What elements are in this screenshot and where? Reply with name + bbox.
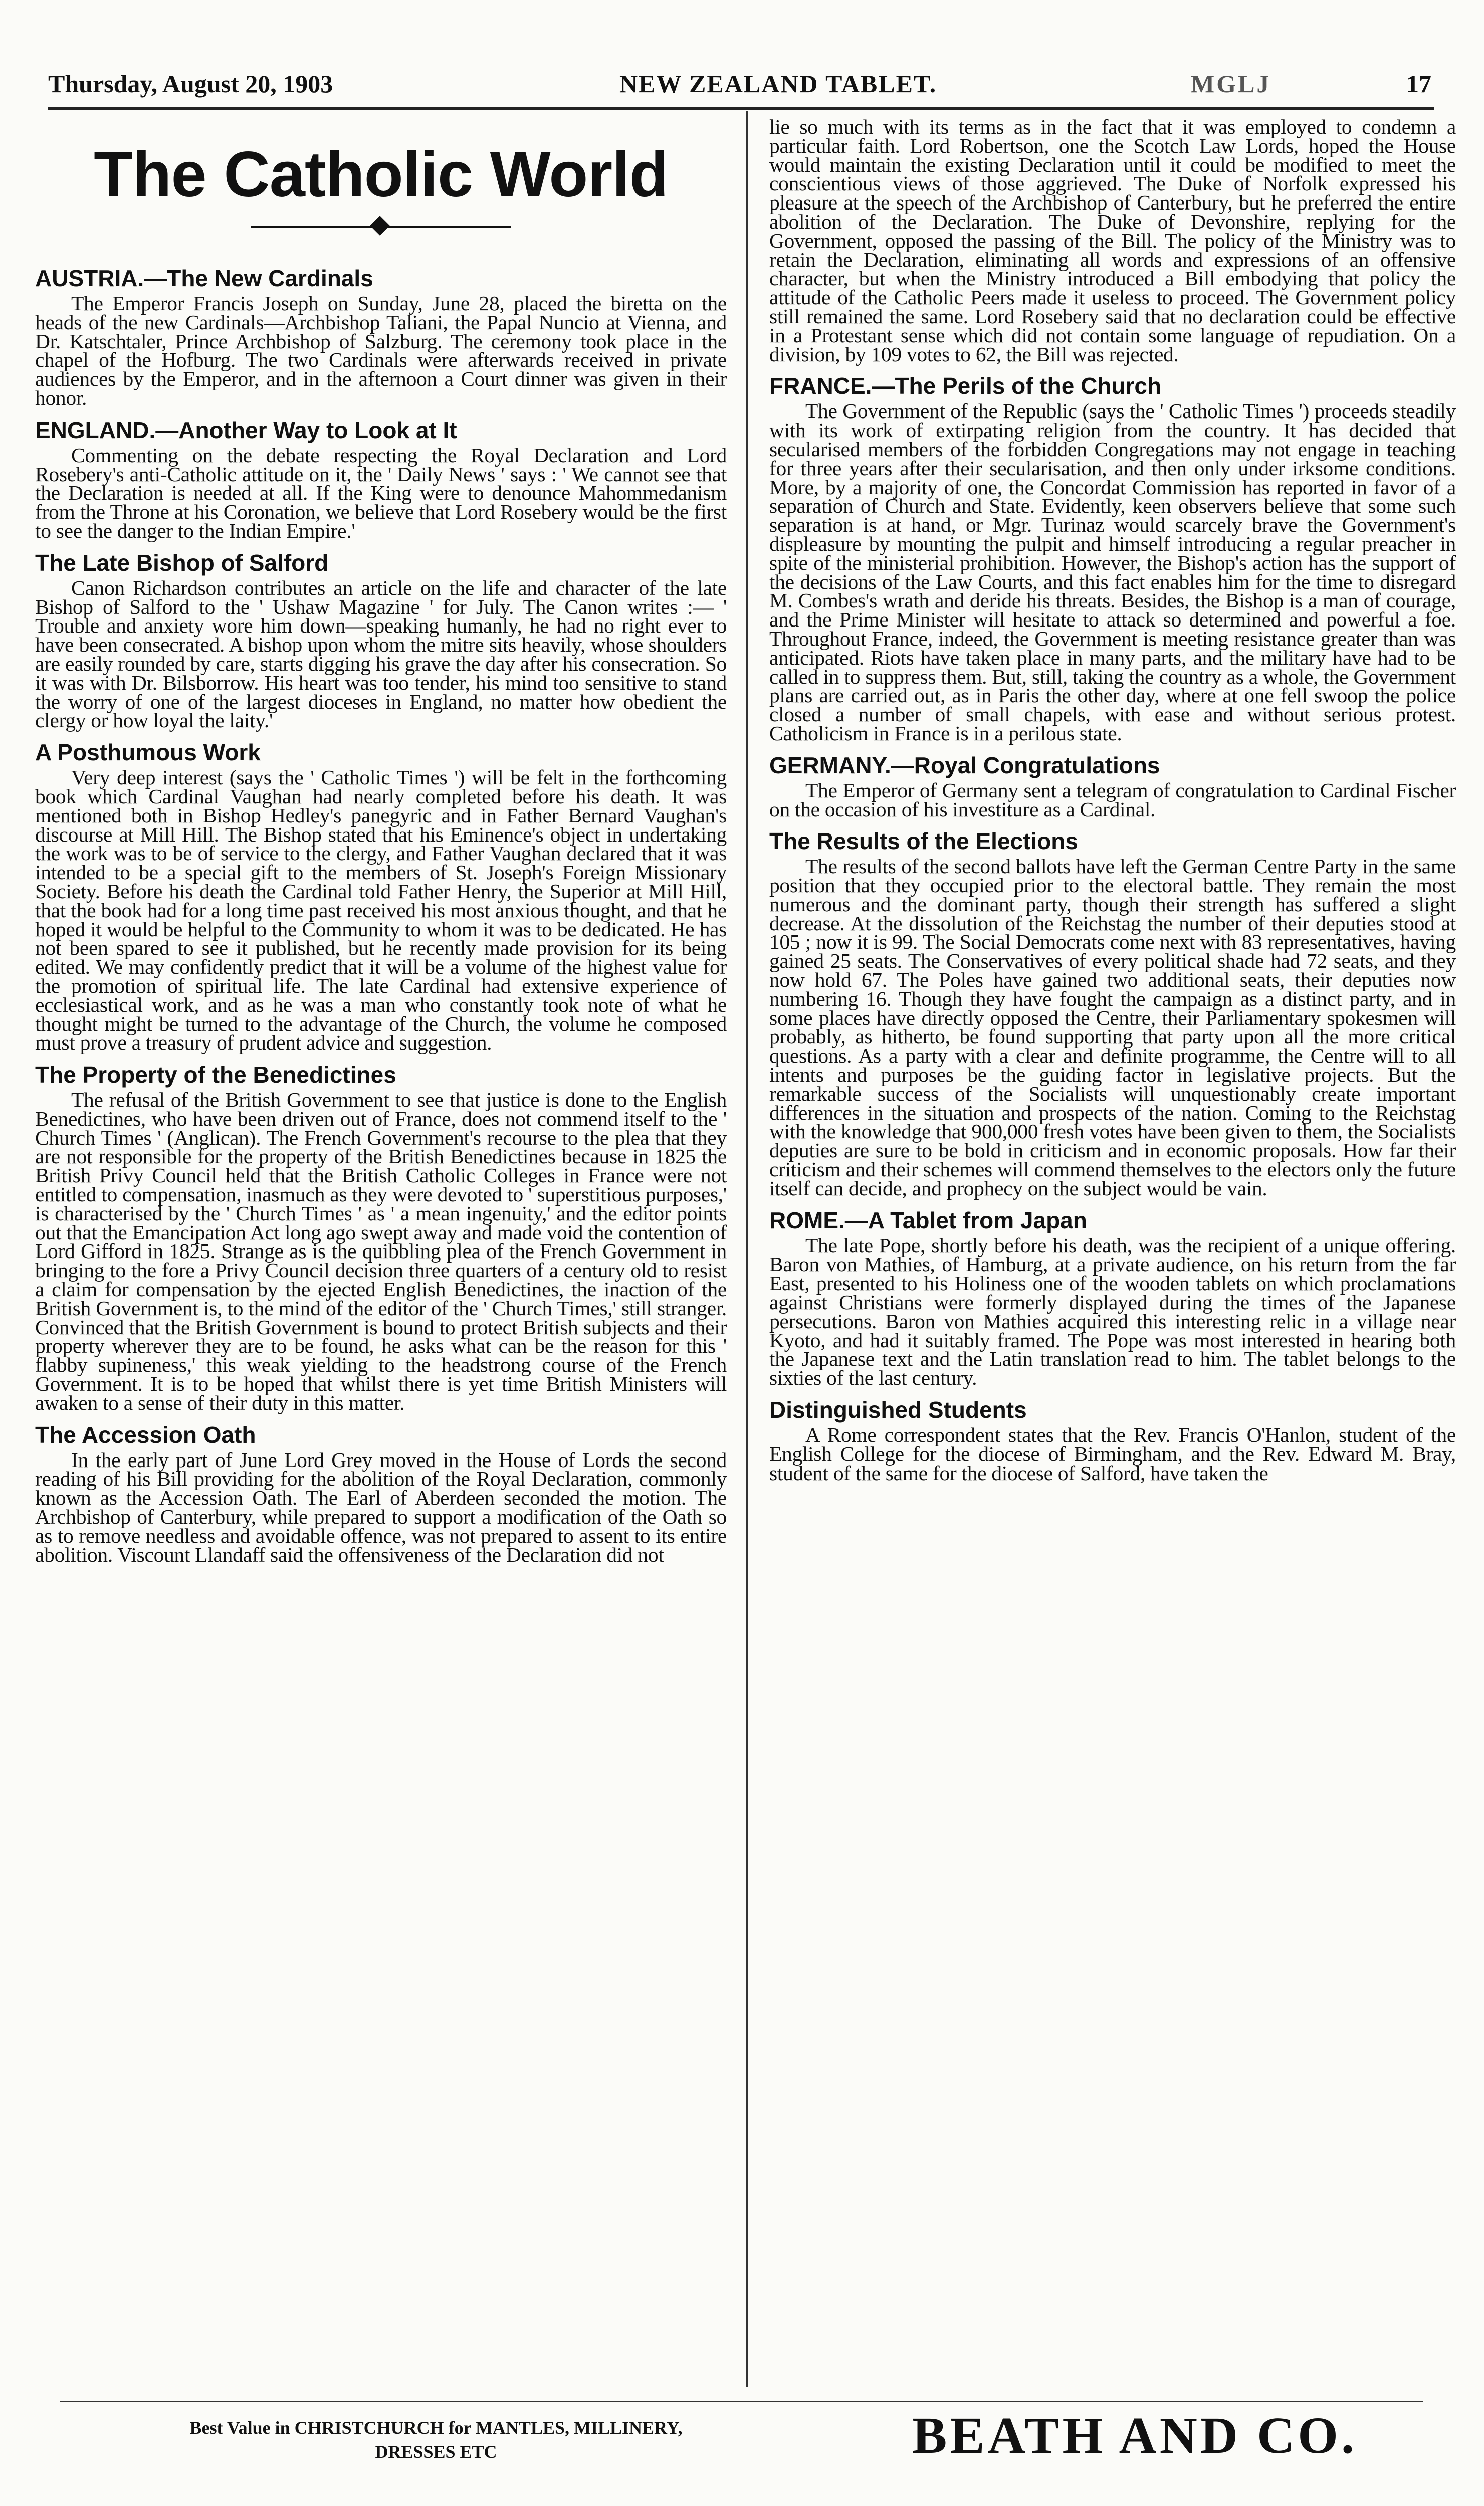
section-heading: ROME.—A Tablet from Japan — [769, 1207, 1087, 1233]
article-paragraph: The refusal of the British Government to see that justice is done to the English Benedictines, who have been driven out of France, does not commend itself to the ' Church Times ' (Anglican). The French Government's recourse to the plea that they are not responsible for the property of the British Benedictines because in 1825 the British Privy Council held that the British Catholic Colleges in France were not entitled to compensation, inasmuch as they were devoted to ' superstitious purposes,' is characterised by the ' Church Times ' as ' a mean ingenuity,' and the editor points out that the Emancipation Act long ago swept away and made void the contention of Lord Gifford in 1825. Strange as is the quibbling plea of the French Government in bringing to the fore a Privy Council decision three quarters of a century old to resist a claim for compensation by the ejected English Benedictines, the inaction of the British Government is, to the mind of the editor of the ' Church Times,' still stranger. Convinced that the British Government is bound to protect British subjects and their property wherever they are to be found, he asks what can be the reason for this ' flabby supineness,' this weak yielding to the headstrong course of the French Government. It is to be hoped that whilst there is yet time British Ministers will awaken to a sense of their duty in this matter. — [35, 1088, 727, 1414]
section-heading: ENGLAND.—Another Way to Look at It — [35, 416, 457, 443]
section-heading: The Accession Oath — [35, 1421, 256, 1448]
right-articles — [769, 372, 1456, 1483]
right-column — [769, 118, 1456, 2388]
section-heading: AUSTRIA.—The New Cardinals — [35, 265, 373, 291]
footer-advert-line2: DRESSES ETC — [375, 2442, 497, 2462]
section-heading: The Property of the Benedictines — [35, 1062, 396, 1088]
section-heading: The Late Bishop of Salford — [35, 549, 329, 576]
article-paragraph: The Government of the Republic (says the ' Catholic Times ') proceeds steadily with its work of extirpating religion from the country. It has decided that secularised members of the forbidden Congregations may not engage in teaching for three years after their secularisation, and then only under irksome conditions. More, by a majority of one, the Concordat Commission has reported in favor of a separation of Church and State. Evidently, keen observers believe that some such separation is at hand, or Mgr. Turinaz would scarcely brave the Government's displeasure by mounting the pulpit and himself introducing a regular preacher in spite of the ministerial prohibition. However, the Bishop's action has the support of the decisions of the Law Courts, and this fact enables him for the time to disregard M. Combes's wrath and deride his threats. Besides, the Bishop is a man of courage, and the Prime Minister will hesitate to attack so determined and powerful a foe. Throughout France, indeed, the Government is meeting resistance greater than was anticipated. Riots have taken place in many parts, and the military have had to be called in to suppress them. But, still, taking the country as a whole, the Government plans are carried out, as in Paris the other day, where at one fell swoop the police closed a number of small chapels, with ease and without serious protest. Catholicism in France is in a perilous state. — [769, 399, 1456, 745]
section-heading: FRANCE.—The Perils of the Church — [769, 373, 1162, 399]
header-rule — [48, 107, 1434, 110]
left-column — [35, 118, 727, 2388]
section-heading: The Results of the Elections — [769, 828, 1078, 855]
header-date: Thursday, August 20, 1903 — [48, 70, 333, 98]
header-publication: NEW ZEALAND TABLET. — [619, 70, 937, 98]
page-header — [48, 65, 1431, 105]
continued-paragraph: lie so much with its terms as in the fact that it was employed to condemn a particular faith. Lord Robertson, one the Scotch Law Lords, hoped the House would maintain the existing Declaration until it could be modified to meet the conscientious views of those aggrieved. The Duke of Norfolk expressed his pleasure at the speech of the Archbishop of Canterbury, but he preferred the entire abolition of the Declaration. The Duke of Devonshire, replying for the Government, opposed the passing of the Bill. The policy of the Ministry was to retain the Declaration, eliminating all words and expressions of an offensive character, but when the Ministry introduced a Bill embodying that policy the attitude of the Catholic Peers made it useless to proceed. The Government policy still remained the same. Lord Rosebery said that no declaration could be effective in a Protestant sense which did not contain some language of repudiation. On a division, by 109 votes to 62, the Bill was rejected. — [769, 118, 1456, 366]
footer-advert-left — [75, 2416, 797, 2464]
article-paragraph: Very deep interest (says the ' Catholic Times ') will be felt in the forthcoming book which Cardinal Vaughan had nearly completed before his death. It was mentioned both in Bishop Hedley's panegyric and in Father Bernard Vaughan's discourse at Mill Hill. The Bishop stated that his Eminence's object in undertaking the work was to be of service to the clergy, and Father Vaughan declared that it was intended to be a special gift to the members of St. Joseph's Foreign Missionary Society. Before his death the Cardinal told Father Henry, the Superior at Mill Hill, that the book had for a long time past received his most anxious thought, and that he hoped it would be helpful to the Community to whom it was to be dedicated. He has not been spared to see it published, but he recently made provision for its being edited. We may confidently predict that it will be a volume of the highest value for the promotion of spiritual life. The late Cardinal had extensive experience of ecclesiastical work, and as he was a man who constantly took note of what he thought might be turned to the advantage of the Church, the volume he composed must prove a treasury of prudent advice and suggestion. — [35, 766, 727, 1055]
footer-advert-line1: Best Value in CHRISTCHURCH for MANTLES, MILLINERY, — [189, 2418, 683, 2438]
article-paragraph: Canon Richardson contributes an article on the life and character of the late Bishop of Salford to the ' Ushaw Magazine ' for July. The Canon writes :— ' Trouble and anxiety wore him down—speaking humanly, he had no right ever to have been consecrated. A bishop upon whom the mitre sits heavily, whose shoulders are easily rounded by care, starts digging his grave the day after his consecration. So it was with Dr. Bilsborrow. His heart was too tender, his mind too sensitive to stand the worry of one of the largest dioceses in England, no matter how obedient the clergy or how loyal the laity.' — [35, 576, 727, 732]
article-paragraph: A Rome correspondent states that the Rev. Francis O'Hanlon, student of the English College for the diocese of Birmingham, and the Rev. Edward M. Bray, student of the same for the diocese of Salford, have taken the — [769, 1423, 1456, 1485]
section-heading: A Posthumous Work — [35, 739, 261, 766]
section-heading: GERMANY.—Royal Congratulations — [769, 752, 1160, 778]
article-paragraph: Commenting on the debate respecting the Royal Declaration and Lord Rosebery's anti-Catholic attitude on it, the ' Daily News ' says : ' We cannot see that the Declaration is needed at all. If the King were to denounce Mahommedanism from the Throne at his Coronation, we believe that Lord Rosebery would be the first to see the danger to the Indian Empire.' — [35, 443, 727, 542]
section-heading: Distinguished Students — [769, 1397, 1027, 1423]
footer-rule — [60, 2401, 1423, 2402]
footer-advert-brand: BEATH AND CO. — [912, 2407, 1357, 2464]
article-paragraph: The Emperor Francis Joseph on Sunday, June 28, placed the biretta on the heads of the new Cardinals—Archbishop Taliani, the Papal Nuncio at Vienna, and Dr. Katschtaler, Prince Archbishop of Salzburg. The ceremony took place in the chapel of the Hofburg. The two Cardinals were afterwards received in private audiences by the Emperor, and in the afternoon a Court dinner was given in their honor. — [35, 292, 727, 409]
header-page-number: 17 — [1406, 70, 1431, 98]
article-paragraph: In the early part of June Lord Grey moved in the House of Lords the second reading of his Bill providing for the abolition of the Royal Declaration, commonly known as the Accession Oath. The Earl of Aberdeen seconded the motion. The Archbishop of Canterbury, while prepared to support a modification of the Oath so as to remove needless and avoidable offence, was not prepared to assent to its entire abolition. Viscount Llandaff said the offensiveness of the Declaration did not — [35, 1448, 727, 1566]
page-title: The Catholic World — [94, 139, 668, 211]
column-divider — [746, 111, 748, 2387]
title-ornament — [251, 217, 511, 237]
left-articles — [35, 264, 727, 1564]
article-paragraph: The late Pope, shortly before his death, was the recipient of a unique offering. Baron von Mathies, of Hamburg, at a private audience, on his return from the far East, presented to his Holiness one of the wooden tablets on which proclamations against Christians were formerly displayed during the times of the Japanese persecutions. Baron von Mathies acquired this interesting relic in a village near Kyoto, and had it suitably framed. The Pope was most interested in hearing both the Japanese text and the Latin translation read to him. The tablet belongs to the sixties of the last century. — [769, 1233, 1456, 1390]
header-stamp: MGLJ — [1191, 70, 1271, 98]
article-paragraph: The results of the second ballots have left the German Centre Party in the same position that they occupied prior to the electoral battle. They remain the most numerous and the dominant party, though their strength has suffered a slight decrease. At the dissolution of the Reichstag the number of their deputies stood at 105 ; now it is 99. The Social Democrats come next with 83 representatives, having gained 25 seats. The Conservatives of every political shade had 72 seats, and they now hold 67. The Poles have gained two additional seats, their deputies now numbering 16. Though they have fought the campaign as a distinct party, and in some places have directly opposed the Centre, their Parliamentary spokesmen will probably, as hitherto, be found supporting that party upon all the more critical questions. As a party with a clear and definite programme, the Centre will to all intents and purposes be the guiding factor in legislative projects. But the remarkable success of the Socialists will unquestionably create important differences in the situation and prospects of the nation. Coming to the Reichstag with the knowledge that 900,000 fresh votes have been given to them, the Socialists deputies are sure to be bold in criticism and in economic proposals. How far their criticism and their schemes will commend themselves to the electors only the future itself can decide, and prophecy on the subject would be vain. — [769, 855, 1456, 1200]
article-paragraph: The Emperor of Germany sent a telegram of congratulation to Cardinal Fischer on the occasion of his investiture as a Cardinal. — [769, 778, 1456, 821]
